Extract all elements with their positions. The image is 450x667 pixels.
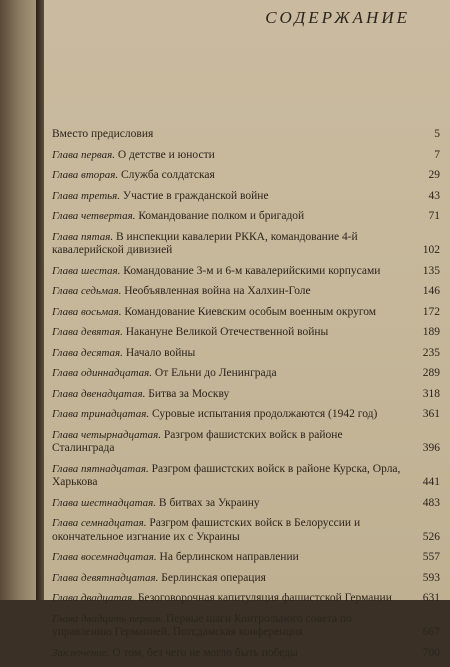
page-number: 29 <box>428 169 440 181</box>
page-number: 526 <box>422 530 440 543</box>
page-number: 146 <box>422 285 440 297</box>
chapter-label: Глава седьмая. <box>52 285 122 297</box>
chapter-title: Разгром фашистских войск в районе Курска, Орла, Харькова <box>52 462 401 488</box>
chapter-title: В инспекции кавалерии РККА, командование 4-й кавалерийской дивизией <box>52 230 358 256</box>
toc-row <box>44 265 450 279</box>
chapter-label: Глава первая. <box>52 148 115 161</box>
chapter-label: Глава четырнадцатая. <box>52 428 162 441</box>
toc-row <box>44 149 450 163</box>
toc-row <box>44 463 450 490</box>
chapter-title: О детстве и юности <box>117 148 215 161</box>
chapter-title: Первые шаги Контрольного совета по управлению Германией. Потсдамская конференция <box>52 612 352 638</box>
toc-row <box>44 128 450 142</box>
chapter-label: Глава двенадцатая. <box>52 387 146 400</box>
page-number: 667 <box>422 626 440 638</box>
toc-row <box>44 231 450 258</box>
page-number: 631 <box>422 592 440 604</box>
chapter-label: Глава десятая. <box>52 346 123 359</box>
chapter-title: Суровые испытания продолжаются (1942 год) <box>151 408 378 420</box>
page-number: 135 <box>422 264 440 277</box>
chapter-title: Разгром фашистских войск в районе Сталинграда <box>52 428 343 454</box>
page-number: 289 <box>422 367 440 379</box>
chapter-title: Участие в гражданской войне <box>122 189 269 202</box>
toc-row <box>44 592 450 606</box>
toc-row <box>44 647 450 661</box>
toc-row <box>44 306 450 320</box>
toc-row <box>44 408 450 422</box>
toc-row <box>44 572 450 586</box>
chapter-label: Глава пятая. <box>52 230 114 243</box>
page-number: 172 <box>422 305 440 318</box>
toc-row <box>44 169 450 183</box>
toc-row <box>44 551 450 565</box>
chapter-title: В битвах за Украину <box>158 496 260 509</box>
chapter-title: Битва за Москву <box>148 387 230 400</box>
chapter-label: Глава восемнадцатая. <box>52 551 157 563</box>
chapter-title: Безоговорочная капитуляция фашистской Германии <box>137 592 392 604</box>
toc-row <box>44 517 450 544</box>
chapter-title: Командование 3-м и 6-м кавалерийскими корпусами <box>123 264 381 277</box>
page-number: 5 <box>434 128 440 140</box>
toc-row <box>44 388 450 402</box>
chapter-label: Глава вторая. <box>52 169 119 181</box>
page-number: 102 <box>422 244 440 256</box>
chapter-title: Вместо предисловия <box>52 128 154 140</box>
page-number: 593 <box>422 571 440 584</box>
chapter-label: Глава семнадцатая. <box>52 517 147 529</box>
toc-list <box>44 128 450 667</box>
chapter-label: Глава пятнадцатая. <box>52 462 149 475</box>
chapter-title: Берлинская операция <box>161 571 266 584</box>
page-number: 483 <box>422 496 440 509</box>
page-number: 441 <box>422 476 440 488</box>
page-number: 700 <box>422 646 440 659</box>
page-number: 318 <box>422 387 440 400</box>
page-number: 235 <box>422 346 440 359</box>
page-number: 7 <box>434 148 440 161</box>
left-page-edge <box>0 0 38 600</box>
chapter-title: Накануне Великой Отечественной войны <box>125 326 329 338</box>
toc-row <box>44 429 450 456</box>
chapter-title: От Ельни до Ленинграда <box>154 367 277 379</box>
toc-row <box>44 285 450 299</box>
chapter-title: На берлинском направлении <box>159 551 299 563</box>
page-title: СОДЕРЖАНИЕ <box>265 8 410 27</box>
toc-row <box>44 613 450 640</box>
chapter-title: Служба солдатская <box>121 169 215 181</box>
chapter-label: Глава одиннадцатая. <box>52 367 153 379</box>
page-number: 189 <box>422 326 440 338</box>
chapter-label: Глава двадцатая. <box>52 592 135 604</box>
chapter-title: Командование Киевским особым военным округом <box>124 305 377 318</box>
page-number: 557 <box>422 551 440 563</box>
toc-row <box>44 190 450 204</box>
contents-page <box>44 0 450 659</box>
chapter-title: О том, без чего не могло быть победы <box>112 646 298 659</box>
chapter-label: Глава девятая. <box>52 326 123 338</box>
chapter-label: Глава шестая. <box>52 264 121 277</box>
chapter-title: Командование полком и бригадой <box>138 210 305 222</box>
chapter-label: Глава четвертая. <box>52 210 136 222</box>
toc-row <box>44 210 450 224</box>
chapter-label: Глава шестнадцатая. <box>52 496 157 509</box>
chapter-label: Глава девятнадцатая. <box>52 571 159 584</box>
chapter-label: Глава восьмая. <box>52 305 122 318</box>
page-number: 361 <box>422 408 440 420</box>
toc-row <box>44 367 450 381</box>
chapter-title: Разгром фашистских войск в Белоруссии и окончательное изгнание их с Украины <box>52 517 361 543</box>
toc-row <box>44 497 450 511</box>
chapter-label: Глава тринадцатая. <box>52 408 150 420</box>
chapter-title: Начало войны <box>125 346 196 359</box>
chapter-label: Глава двадцать первая. <box>52 612 164 625</box>
page-number: 71 <box>428 210 440 222</box>
chapter-title: Необъявленная война на Халхин-Голе <box>124 285 311 297</box>
page-number: 396 <box>422 442 440 454</box>
toc-row <box>44 347 450 361</box>
toc-row <box>44 326 450 340</box>
chapter-label: Заключение. <box>52 646 110 659</box>
page-number: 43 <box>428 189 440 202</box>
chapter-label: Глава третья. <box>52 189 121 202</box>
